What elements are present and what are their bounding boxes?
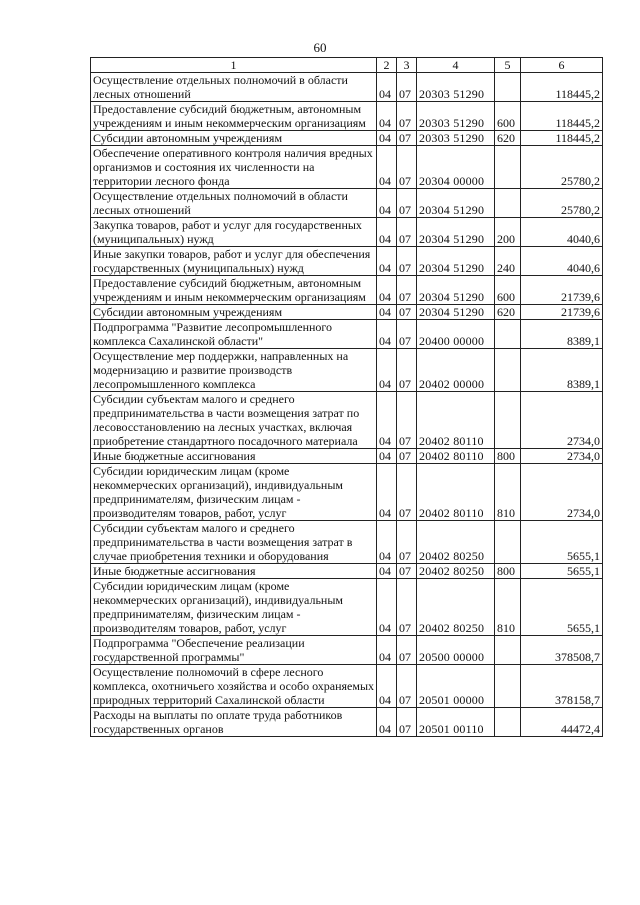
subsection-code-cell: 07 [397,708,417,737]
amount-cell: 5655,1 [521,579,603,636]
section-code-cell: 04 [377,305,397,320]
subsection-code-cell: 07 [397,218,417,247]
table-row [91,349,603,392]
expense-type-code-cell: 800 [495,449,521,464]
expense-name-cell: Осуществление отдельных полномочий в области лесных отношений [91,189,377,218]
page-number: 60 [313,40,327,55]
table-row [91,320,603,349]
table-row [91,247,603,276]
expense-name-cell: Предоставление субсидий бюджетным, автономным учреждениям и иным некоммерческим организациям [91,102,377,131]
amount-cell: 25780,2 [521,146,603,189]
expense-type-code-cell [495,392,521,449]
column-header-1: 1 [91,58,377,73]
expense-type-code-cell: 810 [495,579,521,636]
section-code-cell: 04 [377,189,397,218]
table-row [91,102,603,131]
expense-type-code-cell [495,146,521,189]
subsection-code-cell: 07 [397,665,417,708]
target-article-code-cell: 20304 00000 [417,146,495,189]
expense-type-code-cell [495,320,521,349]
table-row [91,449,603,464]
target-article-code-cell: 20402 80110 [417,449,495,464]
section-code-cell: 04 [377,349,397,392]
table-row [91,665,603,708]
expense-type-code-cell [495,349,521,392]
expense-type-code-cell: 600 [495,102,521,131]
expense-name-cell: Иные закупки товаров, работ и услуг для обеспечения государственных (муниципальных) нужд [91,247,377,276]
table-row [91,146,603,189]
expense-type-code-cell [495,521,521,564]
table-header-row [91,58,603,73]
expense-type-code-cell: 620 [495,305,521,320]
expense-name-cell: Субсидии юридическим лицам (кроме некоммерческих организаций), индивидуальным предпринимателям, физическим лицам - производителям товаров, работ, услуг [91,464,377,521]
section-code-cell: 04 [377,464,397,521]
expense-name-cell: Субсидии субъектам малого и среднего предпринимательства в части возмещения затрат по лесовосстановлению на лесных участках, включая приобретение стандартного посадочного материала [91,392,377,449]
expense-name-cell: Осуществление мер поддержки, направленных на модернизацию и развитие производств лесопромышленного комплекса [91,349,377,392]
section-code-cell: 04 [377,102,397,131]
target-article-code-cell: 20402 00000 [417,349,495,392]
amount-cell: 5655,1 [521,521,603,564]
expense-name-cell: Субсидии автономным учреждениям [91,131,377,146]
subsection-code-cell: 07 [397,564,417,579]
subsection-code-cell: 07 [397,464,417,521]
target-article-code-cell: 20304 51290 [417,218,495,247]
section-code-cell: 04 [377,146,397,189]
table-row [91,131,603,146]
subsection-code-cell: 07 [397,102,417,131]
subsection-code-cell: 07 [397,276,417,305]
section-code-cell: 04 [377,392,397,449]
target-article-code-cell: 20402 80250 [417,521,495,564]
target-article-code-cell: 20501 00110 [417,708,495,737]
amount-cell: 118445,2 [521,73,603,102]
subsection-code-cell: 07 [397,320,417,349]
expense-type-code-cell: 810 [495,464,521,521]
expense-name-cell: Осуществление отдельных полномочий в области лесных отношений [91,73,377,102]
table-row [91,579,603,636]
section-code-cell: 04 [377,247,397,276]
amount-cell: 2734,0 [521,464,603,521]
subsection-code-cell: 07 [397,579,417,636]
section-code-cell: 04 [377,449,397,464]
column-header-5: 5 [495,58,521,73]
expense-type-code-cell: 800 [495,564,521,579]
expense-name-cell: Подпрограмма "Развитие лесопромышленного комплекса Сахалинской области" [91,320,377,349]
expense-type-code-cell [495,189,521,218]
subsection-code-cell: 07 [397,146,417,189]
expense-name-cell: Расходы на выплаты по оплате труда работников государственных органов [91,708,377,737]
subsection-code-cell: 07 [397,73,417,102]
expense-name-cell: Субсидии субъектам малого и среднего предпринимательства в части возмещения затрат в случае приобретения техники и оборудования [91,521,377,564]
expense-type-code-cell [495,636,521,665]
subsection-code-cell: 07 [397,349,417,392]
amount-cell: 8389,1 [521,320,603,349]
expense-name-cell: Иные бюджетные ассигнования [91,564,377,579]
expense-name-cell: Предоставление субсидий бюджетным, автономным учреждениям и иным некоммерческим организациям [91,276,377,305]
section-code-cell: 04 [377,665,397,708]
amount-cell: 378158,7 [521,665,603,708]
target-article-code-cell: 20402 80110 [417,464,495,521]
table-row [91,521,603,564]
section-code-cell: 04 [377,131,397,146]
target-article-code-cell: 20303 51290 [417,102,495,131]
expense-type-code-cell: 600 [495,276,521,305]
section-code-cell: 04 [377,708,397,737]
amount-cell: 378508,7 [521,636,603,665]
table-row [91,464,603,521]
subsection-code-cell: 07 [397,449,417,464]
target-article-code-cell: 20303 51290 [417,73,495,102]
table-row [91,708,603,737]
section-code-cell: 04 [377,218,397,247]
expense-type-code-cell [495,665,521,708]
target-article-code-cell: 20402 80110 [417,392,495,449]
amount-cell: 8389,1 [521,349,603,392]
amount-cell: 5655,1 [521,564,603,579]
column-header-3: 3 [397,58,417,73]
expense-name-cell: Субсидии автономным учреждениям [91,305,377,320]
table-row [91,392,603,449]
table-row [91,564,603,579]
table-row [91,636,603,665]
subsection-code-cell: 07 [397,521,417,564]
target-article-code-cell: 20304 51290 [417,305,495,320]
expense-name-cell: Обеспечение оперативного контроля наличия вредных организмов и состояния их численности на территории лесного фонда [91,146,377,189]
budget-table [90,57,603,737]
target-article-code-cell: 20500 00000 [417,636,495,665]
column-header-6: 6 [521,58,603,73]
table-row [91,305,603,320]
section-code-cell: 04 [377,320,397,349]
section-code-cell: 04 [377,73,397,102]
subsection-code-cell: 07 [397,131,417,146]
expense-type-code-cell: 620 [495,131,521,146]
expense-name-cell: Закупка товаров, работ и услуг для государственных (муниципальных) нужд [91,218,377,247]
section-code-cell: 04 [377,521,397,564]
target-article-code-cell: 20304 51290 [417,276,495,305]
target-article-code-cell: 20304 51290 [417,189,495,218]
expense-type-code-cell [495,73,521,102]
subsection-code-cell: 07 [397,247,417,276]
table-body [91,73,603,737]
subsection-code-cell: 07 [397,392,417,449]
column-header-2: 2 [377,58,397,73]
column-header-4: 4 [417,58,495,73]
amount-cell: 44472,4 [521,708,603,737]
section-code-cell: 04 [377,564,397,579]
expense-type-code-cell: 200 [495,218,521,247]
amount-cell: 118445,2 [521,131,603,146]
amount-cell: 21739,6 [521,305,603,320]
subsection-code-cell: 07 [397,189,417,218]
amount-cell: 4040,6 [521,247,603,276]
expense-name-cell: Субсидии юридическим лицам (кроме некоммерческих организаций), индивидуальным предпринимателям, физическим лицам - производителям товаров, работ, услуг [91,579,377,636]
target-article-code-cell: 20402 80250 [417,579,495,636]
amount-cell: 25780,2 [521,189,603,218]
amount-cell: 21739,6 [521,276,603,305]
expense-name-cell: Подпрограмма "Обеспечение реализации государственной программы" [91,636,377,665]
section-code-cell: 04 [377,636,397,665]
target-article-code-cell: 20402 80250 [417,564,495,579]
table-row [91,73,603,102]
target-article-code-cell: 20304 51290 [417,247,495,276]
table-row [91,218,603,247]
table-row [91,189,603,218]
target-article-code-cell: 20501 00000 [417,665,495,708]
expense-name-cell: Осуществление полномочий в сфере лесного комплекса, охотничьего хозяйства и особо охраняемых природных территорий Сахалинской области [91,665,377,708]
expense-type-code-cell: 240 [495,247,521,276]
target-article-code-cell: 20303 51290 [417,131,495,146]
expense-name-cell: Иные бюджетные ассигнования [91,449,377,464]
table-row [91,276,603,305]
section-code-cell: 04 [377,579,397,636]
amount-cell: 2734,0 [521,449,603,464]
amount-cell: 4040,6 [521,218,603,247]
expense-type-code-cell [495,708,521,737]
subsection-code-cell: 07 [397,305,417,320]
section-code-cell: 04 [377,276,397,305]
target-article-code-cell: 20400 00000 [417,320,495,349]
subsection-code-cell: 07 [397,636,417,665]
amount-cell: 2734,0 [521,392,603,449]
amount-cell: 118445,2 [521,102,603,131]
